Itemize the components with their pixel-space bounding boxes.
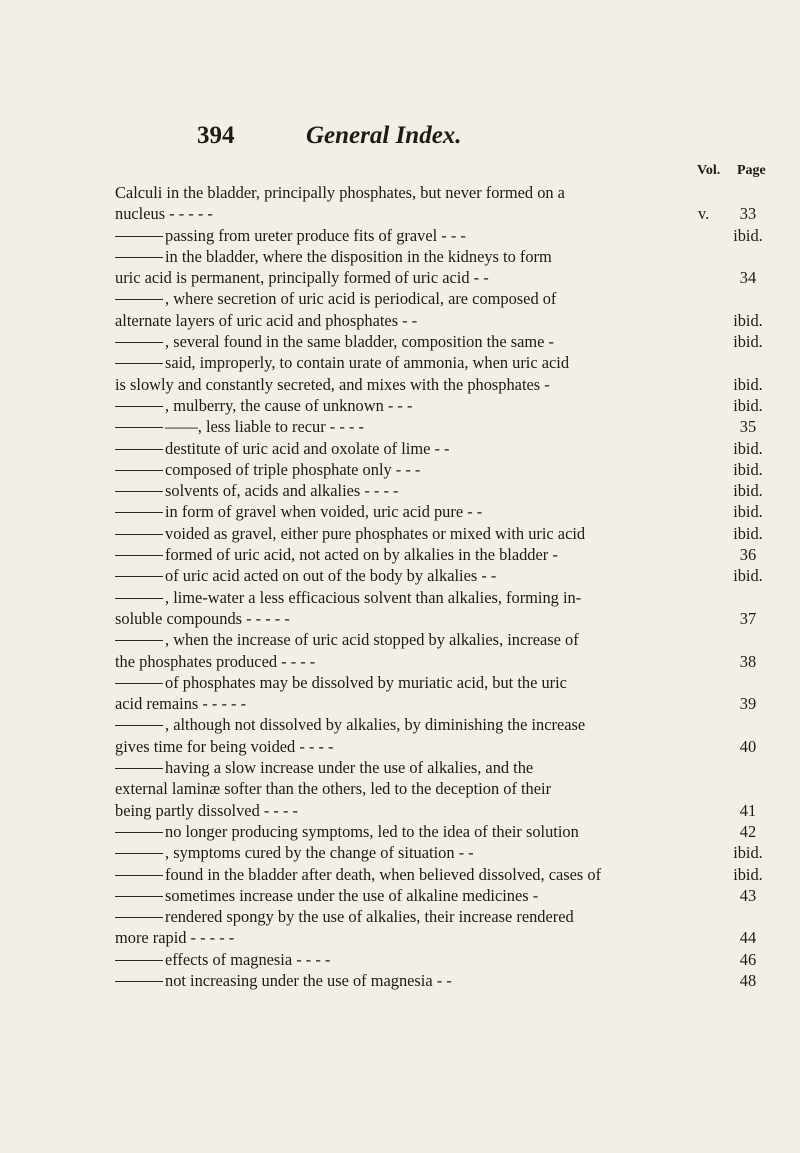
page-ref: 39 — [739, 694, 757, 714]
entry-text: more rapid - - - - - — [115, 928, 235, 948]
page-column-header: Page — [737, 163, 766, 178]
index-entry — [115, 757, 785, 778]
index-entry — [115, 736, 785, 757]
ditto-rule — [115, 236, 163, 237]
index-entry — [115, 331, 785, 352]
page-ref: ibid. — [733, 225, 763, 245]
entry-text: effects of magnesia - - - - — [165, 949, 331, 969]
entry-text: being partly dissolved - - - - — [115, 800, 298, 820]
index-entry — [115, 438, 785, 459]
ditto-rule — [115, 342, 163, 343]
ditto-rule — [115, 640, 163, 641]
index-entry — [115, 885, 785, 906]
entry-text: formed of uric acid, not acted on by alkalies in the bladder - — [165, 545, 558, 565]
index-entry — [115, 693, 785, 714]
page-ref: 36 — [739, 545, 757, 565]
page-ref: ibid. — [733, 310, 763, 330]
page-ref: ibid. — [733, 481, 763, 501]
page-ref: 37 — [739, 608, 757, 628]
index-entry — [115, 864, 785, 885]
index-entry — [115, 459, 785, 480]
ditto-rule — [115, 598, 163, 599]
entry-text: in form of gravel when voided, uric acid pure - - — [165, 502, 483, 522]
entry-text: acid remains - - - - - — [115, 694, 247, 714]
entry-text: no longer producing symptoms, led to the idea of their solution — [165, 821, 579, 841]
page-ref: ibid. — [733, 332, 763, 352]
page-ref: 42 — [739, 821, 757, 841]
index-entry — [115, 544, 785, 565]
entry-text: of uric acid acted on out of the body by alkalies - - — [165, 566, 497, 586]
entry-text: destitute of uric acid and oxolate of lime - - — [165, 438, 450, 458]
ditto-rule — [115, 896, 163, 897]
index-entry — [115, 906, 785, 927]
entry-text: voided as gravel, either pure phosphates or mixed with uric acid — [165, 523, 586, 543]
index-entry — [115, 352, 785, 373]
index-entry — [115, 246, 785, 267]
entry-text: , mulberry, the cause of unknown - - - — [165, 395, 413, 415]
index-entry — [115, 927, 785, 948]
index-entry — [115, 842, 785, 863]
index-entry — [115, 629, 785, 650]
entry-text: , symptoms cured by the change of situation - - — [165, 843, 474, 863]
ditto-rule — [115, 960, 163, 961]
ditto-rule — [115, 257, 163, 258]
ditto-rule — [115, 981, 163, 982]
entry-text: alternate layers of uric acid and phosphates - - — [115, 310, 418, 330]
entry-text: sometimes increase under the use of alkaline medicines - — [165, 885, 539, 905]
entry-text: soluble compounds - - - - - — [115, 608, 290, 628]
index-entry — [115, 480, 785, 501]
entry-text: Calculi in the bladder, principally phosphates, but never formed on a — [115, 183, 565, 202]
page-ref: 34 — [739, 268, 757, 288]
entry-text: said, improperly, to contain urate of ammonia, when uric acid — [165, 353, 570, 373]
ditto-rule — [115, 832, 163, 833]
index-entry — [115, 395, 785, 416]
page-ref: ibid. — [733, 459, 763, 479]
index-entry — [115, 267, 785, 288]
page-title: General Index. — [306, 122, 462, 149]
page-ref: 43 — [739, 885, 757, 905]
ditto-rule — [115, 512, 163, 513]
index-entry — [115, 949, 785, 970]
entry-text: rendered spongy by the use of alkalies, their increase rendered — [165, 907, 574, 927]
ditto-rule — [115, 491, 163, 492]
entry-text: nucleus - - - - - — [115, 204, 213, 224]
index-entry — [115, 416, 785, 437]
entry-text: not increasing under the use of magnesia - - — [165, 970, 452, 990]
entry-text: composed of triple phosphate only - - - — [165, 459, 421, 479]
entry-text: , where secretion of uric acid is periodical, are composed of — [165, 289, 557, 309]
index-entry — [115, 374, 785, 395]
page-ref: 41 — [739, 800, 757, 820]
ditto-rule — [115, 406, 163, 407]
index-entry — [115, 203, 785, 224]
page-ref: 33 — [739, 204, 757, 224]
index-entry — [115, 800, 785, 821]
ditto-rule — [115, 853, 163, 854]
page-ref: 35 — [739, 417, 757, 437]
page-header — [197, 122, 462, 150]
ditto-rule — [115, 555, 163, 556]
ditto-rule — [115, 427, 163, 428]
entry-text: of phosphates may be dissolved by muriatic acid, but the uric — [165, 672, 567, 692]
page-ref: ibid. — [733, 502, 763, 522]
entry-text: , lime-water a less efficacious solvent than alkalies, forming in- — [165, 587, 582, 607]
entry-text: the phosphates produced - - - - — [115, 651, 316, 671]
index-entry — [115, 608, 785, 629]
page-ref: ibid. — [733, 864, 763, 884]
page-ref: ibid. — [733, 395, 763, 415]
index-entry — [115, 288, 785, 309]
index-entry — [115, 182, 785, 203]
page-ref: 44 — [739, 928, 757, 948]
index-entries — [115, 182, 785, 991]
entry-text: found in the bladder after death, when believed dissolved, cases of — [165, 864, 602, 884]
entry-text: having a slow increase under the use of alkalies, and the — [165, 758, 534, 778]
entry-text: is slowly and constantly secreted, and mixes with the phosphates - — [115, 374, 550, 394]
index-entry — [115, 587, 785, 608]
index-entry — [115, 970, 785, 991]
ditto-rule — [115, 470, 163, 471]
ditto-rule — [115, 449, 163, 450]
index-entry — [115, 225, 785, 246]
entry-text: solvents of, acids and alkalies - - - - — [165, 481, 399, 501]
index-entry — [115, 672, 785, 693]
entry-text: ——, less liable to recur - - - - — [165, 417, 364, 437]
page-ref: ibid. — [733, 566, 763, 586]
page-ref: ibid. — [733, 374, 763, 394]
entry-text: external laminæ softer than the others, led to the deception of their — [115, 779, 552, 799]
page-ref: 38 — [739, 651, 757, 671]
ditto-rule — [115, 534, 163, 535]
ditto-rule — [115, 299, 163, 300]
page-ref: ibid. — [733, 843, 763, 863]
index-entry — [115, 778, 785, 799]
entry-text: , although not dissolved by alkalies, by diminishing the increase — [165, 715, 586, 735]
ditto-rule — [115, 875, 163, 876]
page-ref: 48 — [739, 970, 757, 990]
entry-text: , when the increase of uric acid stopped by alkalies, increase of — [165, 630, 579, 650]
index-entry — [115, 310, 785, 331]
entry-text: passing from ureter produce fits of gravel - - - — [165, 225, 466, 245]
ditto-rule — [115, 768, 163, 769]
page-ref: 46 — [739, 949, 757, 969]
index-entry — [115, 651, 785, 672]
vol-column-header: Vol. — [697, 163, 721, 178]
index-entry — [115, 501, 785, 522]
entry-text: uric acid is permanent, principally formed of uric acid - - — [115, 268, 489, 288]
index-entry — [115, 523, 785, 544]
ditto-rule — [115, 683, 163, 684]
entry-text: gives time for being voided - - - - — [115, 736, 334, 756]
page-ref: ibid. — [733, 438, 763, 458]
entry-text: in the bladder, where the disposition in the kidneys to form — [165, 246, 552, 266]
page-ref: 40 — [739, 736, 757, 756]
volume-ref: v. — [698, 204, 710, 224]
ditto-rule — [115, 725, 163, 726]
ditto-rule — [115, 363, 163, 364]
index-entry — [115, 821, 785, 842]
ditto-rule — [115, 917, 163, 918]
index-entry — [115, 565, 785, 586]
entry-text: , several found in the same bladder, composition the same - — [165, 332, 554, 352]
ditto-rule — [115, 576, 163, 577]
index-entry — [115, 714, 785, 735]
page-number: 394 — [197, 122, 235, 149]
page-ref: ibid. — [733, 523, 763, 543]
